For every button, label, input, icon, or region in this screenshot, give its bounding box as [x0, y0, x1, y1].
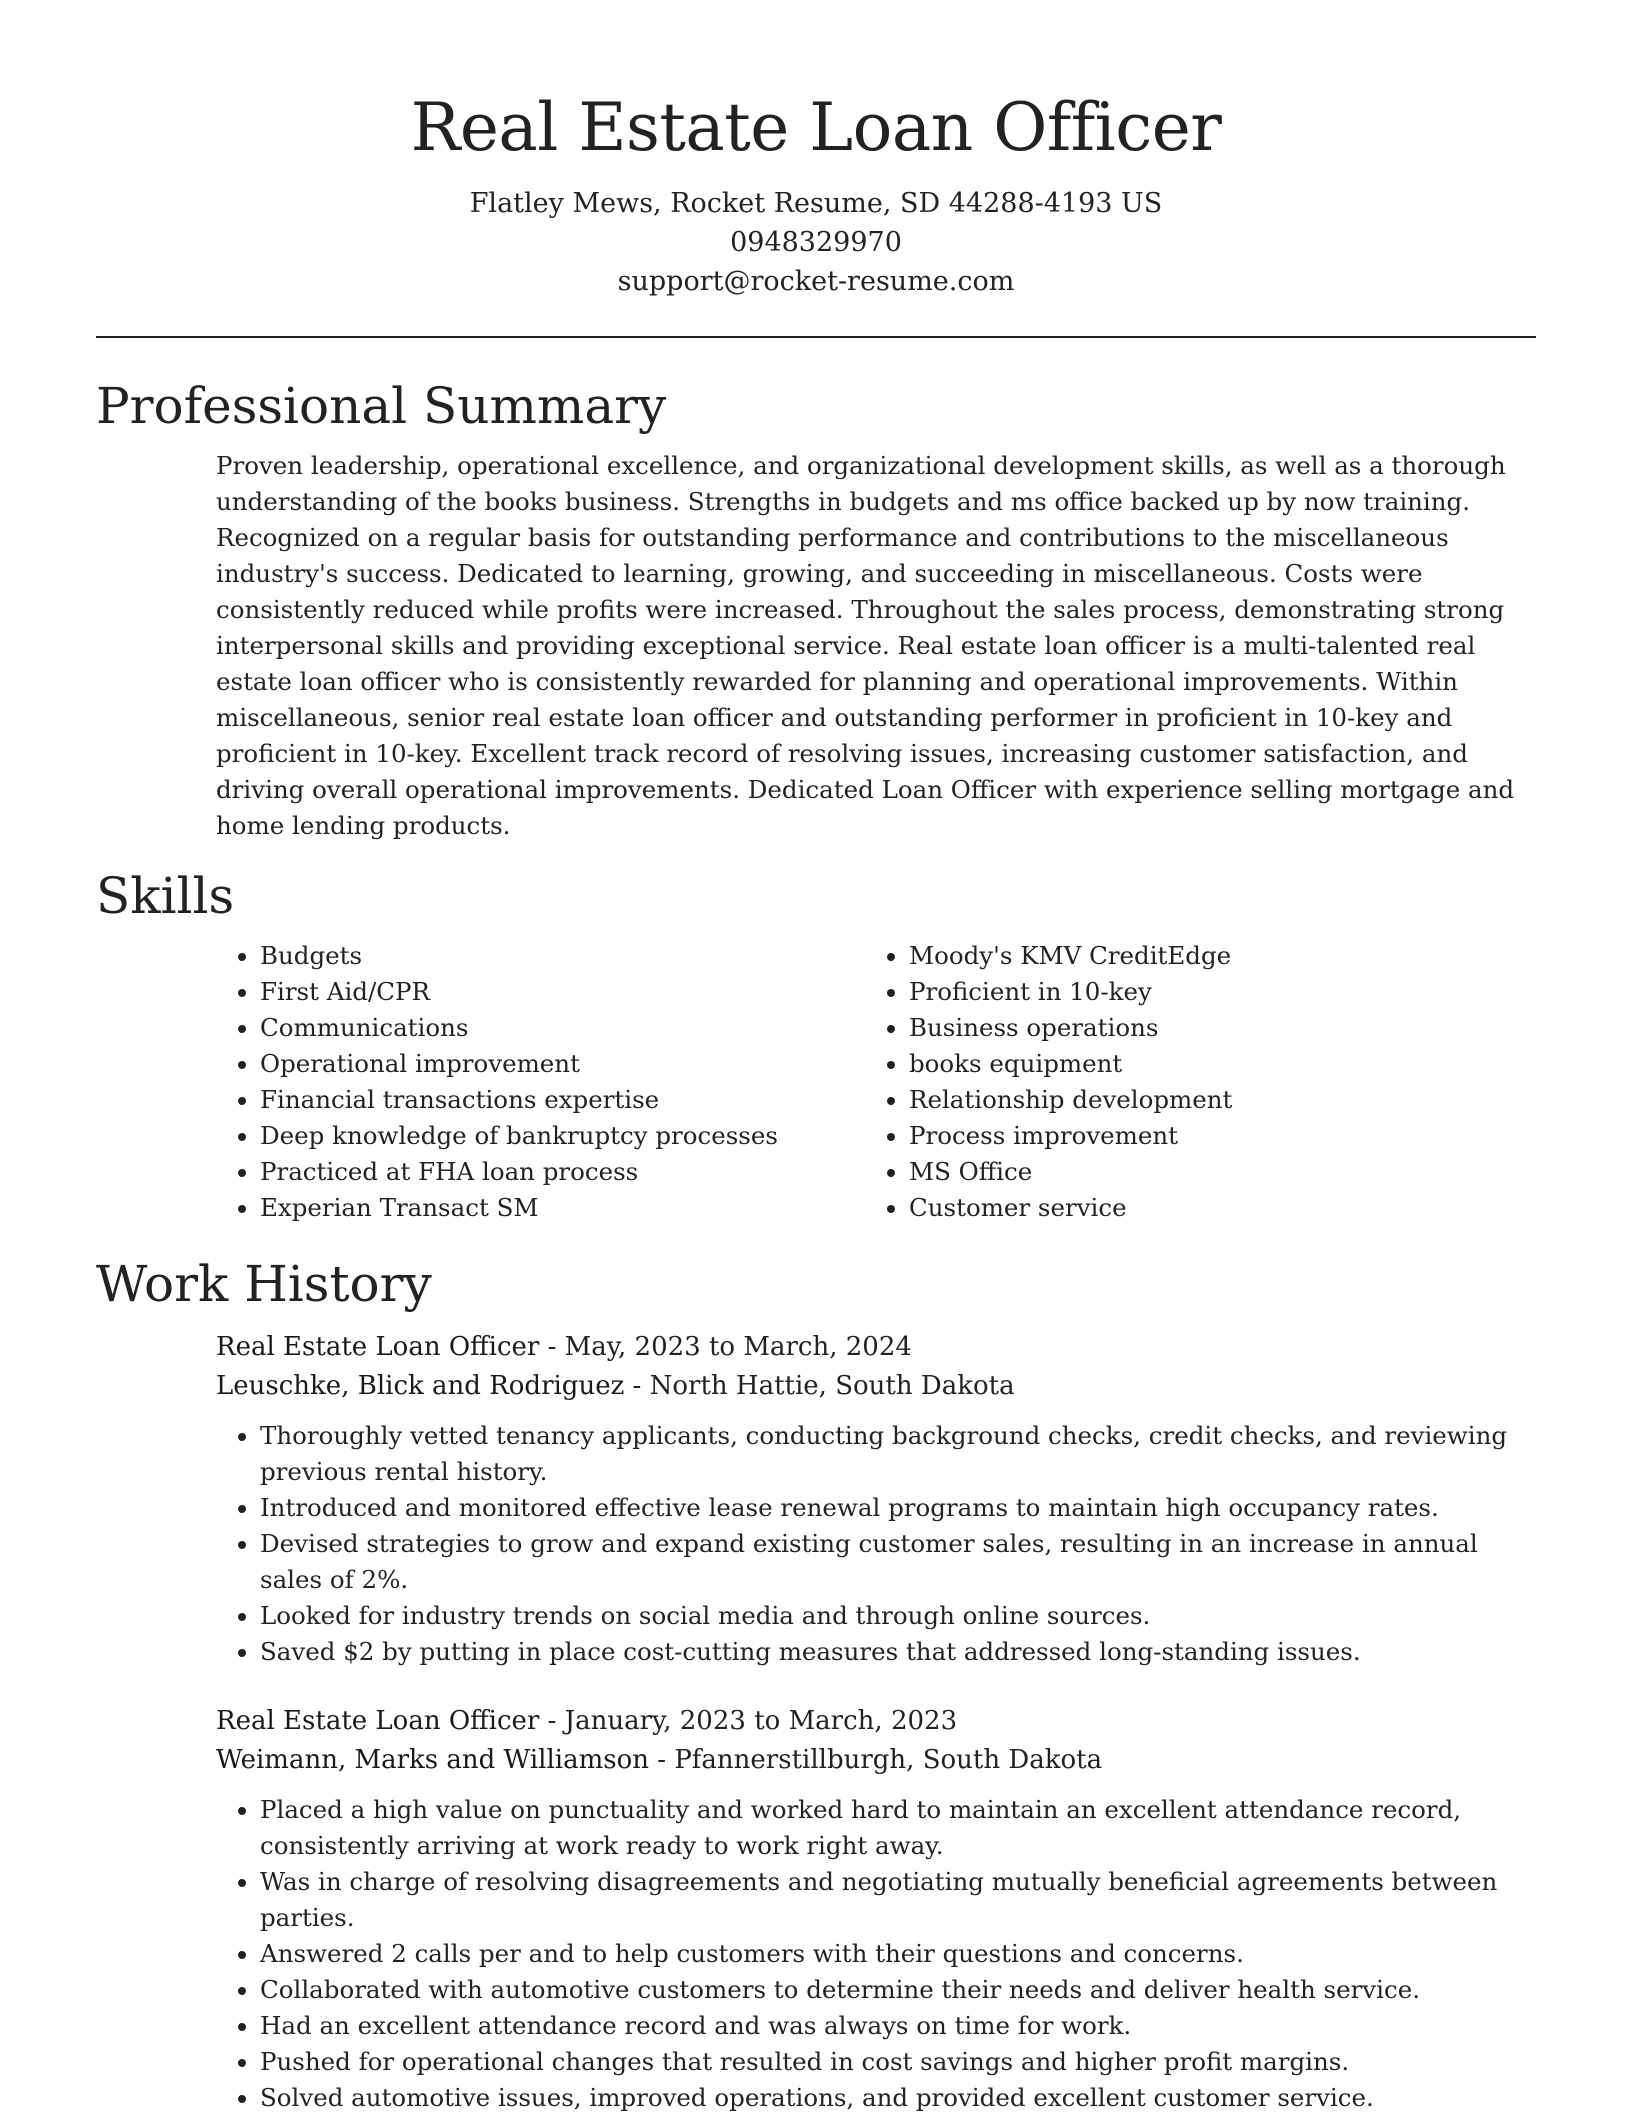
- job-title: Real Estate Loan Officer: [216, 1706, 540, 1736]
- skills-column-left: [216, 938, 865, 1226]
- job-location: Pfannerstillburgh, South Dakota: [674, 1745, 1103, 1775]
- skills-column-right: [865, 938, 1514, 1226]
- job-dates: May, 2023 to March, 2024: [564, 1332, 912, 1362]
- job-list: [96, 1328, 1536, 2116]
- skill-item: • Experian Transact SM: [260, 1190, 865, 1226]
- resume-page: [96, 0, 1536, 2116]
- job-separator: -: [539, 1706, 565, 1736]
- summary-heading: Professional Summary: [96, 377, 667, 435]
- job-bullets: [216, 1792, 1536, 2116]
- skill-item: • Practiced at FHA loan process: [260, 1154, 865, 1190]
- skill-item: • Proficient in 10-key: [909, 974, 1514, 1010]
- skill-item: • MS Office: [909, 1154, 1514, 1190]
- job-company-line: [216, 1741, 1536, 1780]
- work-history-heading: Work History: [96, 1255, 432, 1313]
- skill-item: • Relationship development: [909, 1082, 1514, 1118]
- job-bullet: • Collaborated with automotive customers to determine their needs and deliver health service.: [260, 1972, 1536, 2008]
- work-history-section: [96, 1252, 1536, 2116]
- skill-item: • Budgets: [260, 938, 865, 974]
- skill-item: • First Aid/CPR: [260, 974, 865, 1010]
- job-separator: -: [539, 1332, 565, 1362]
- job-bullet: • Placed a high value on punctuality and worked hard to maintain an excellent attendance record, consistently arriving at work ready to work right away.: [260, 1792, 1536, 1864]
- job-title-line: [216, 1328, 1536, 1367]
- job-bullet: • Was in charge of resolving disagreements and negotiating mutually beneficial agreements between parties.: [260, 1864, 1536, 1936]
- resume-header: [96, 0, 1536, 301]
- job-separator: -: [624, 1371, 650, 1401]
- skill-item: • Communications: [260, 1010, 865, 1046]
- skill-item: • Process improvement: [909, 1118, 1514, 1154]
- header-divider: [96, 336, 1536, 338]
- job-entry: [216, 1328, 1536, 1670]
- job-bullet: • Had an excellent attendance record and was always on time for work.: [260, 2008, 1536, 2044]
- summary-text: Proven leadership, operational excellence, and organizational development skills, as well as a thorough understanding of the books business. Strengths in budgets and ms office backed up by now training. Recognized on a regular basis for outstanding performance and contributions to the miscellaneous industry's success. Dedicated to learning, growing, and succeeding in miscellaneous. Costs were consistently reduced while profits were increased. Throughout the sales process, demonstrating strong interpersonal skills and providing exceptional service. Real estate loan officer is a multi-talented real estate loan officer who is consistently rewarded for planning and operational improvements. Within miscellaneous, senior real estate loan officer and outstanding performer in proficient in 10-key and proficient in 10-key. Excellent track record of resolving issues, increasing customer satisfaction, and driving overall operational improvements. Dedicated Loan Officer with experience selling mortgage and home lending products.: [216, 451, 1515, 840]
- job-bullet: • Devised strategies to grow and expand existing customer sales, resulting in an increase in annual sales of 2%.: [260, 1526, 1536, 1598]
- job-bullet: • Introduced and monitored effective lease renewal programs to maintain high occupancy rates.: [260, 1490, 1536, 1526]
- job-company-line: [216, 1367, 1536, 1406]
- skill-item: • Financial transactions expertise: [260, 1082, 865, 1118]
- job-bullet: • Thoroughly vetted tenancy applicants, conducting background checks, credit checks, and reviewing previous rental history.: [260, 1418, 1536, 1490]
- job-title: Real Estate Loan Officer: [216, 1332, 540, 1362]
- job-separator: -: [648, 1745, 675, 1775]
- job-company: Leuschke, Blick and Rodriguez: [216, 1371, 625, 1401]
- skill-item: • Operational improvement: [260, 1046, 865, 1082]
- skills-section: [96, 864, 1536, 1226]
- job-bullets: [216, 1418, 1536, 1670]
- skill-item: • Deep knowledge of bankruptcy processes: [260, 1118, 865, 1154]
- candidate-name: Real Estate Loan Officer: [410, 89, 1222, 166]
- skills-heading: Skills: [96, 867, 235, 925]
- skill-item: • Moody's KMV CreditEdge: [909, 938, 1514, 974]
- job-bullet: • Pushed for operational changes that resulted in cost savings and higher profit margins.: [260, 2044, 1536, 2080]
- contact-address: Flatley Mews, Rocket Resume, SD 44288-4193 US: [469, 188, 1163, 219]
- contact-phone: 0948329970: [730, 227, 902, 258]
- skill-item: • Customer service: [909, 1190, 1514, 1226]
- job-bullet: • Saved $2 by putting in place cost-cutting measures that addressed long-standing issues.: [260, 1634, 1536, 1670]
- summary-section: [96, 374, 1536, 844]
- contact-email: support@rocket-resume.com: [617, 266, 1015, 297]
- skills-list: [216, 938, 1536, 1226]
- job-entry: [216, 1702, 1536, 2116]
- job-bullet: • Looked for industry trends on social media and through online sources.: [260, 1598, 1536, 1634]
- job-title-line: [216, 1702, 1536, 1741]
- contact-block: [96, 184, 1536, 301]
- job-dates: January, 2023 to March, 2023: [564, 1706, 958, 1736]
- job-bullet: • Solved automotive issues, improved operations, and provided excellent customer service.: [260, 2080, 1536, 2116]
- skill-item: • books equipment: [909, 1046, 1514, 1082]
- job-company: Weimann, Marks and Williamson: [216, 1745, 649, 1775]
- skill-item: • Business operations: [909, 1010, 1514, 1046]
- job-bullet: • Answered 2 calls per and to help customers with their questions and concerns.: [260, 1936, 1536, 1972]
- job-location: North Hattie, South Dakota: [649, 1371, 1015, 1401]
